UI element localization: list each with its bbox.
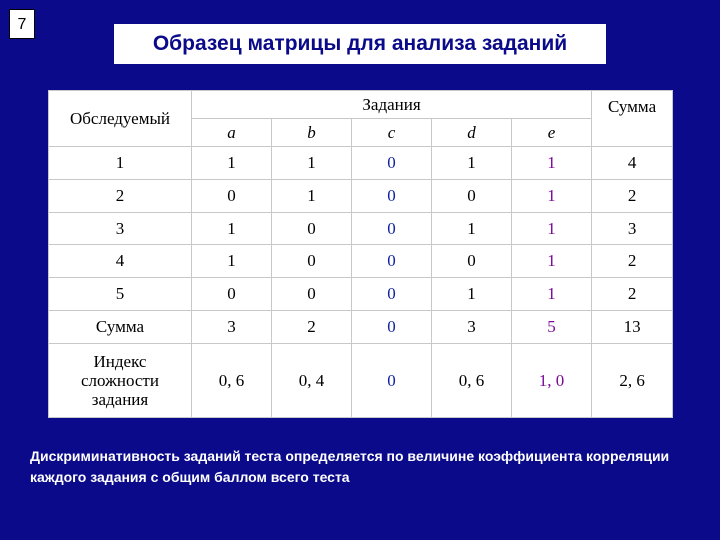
index-a: 0, 6 [192, 344, 272, 418]
cell-c: 0 [352, 278, 432, 311]
cell-c: 0 [352, 179, 432, 212]
cell-b: 2 [272, 311, 352, 344]
index-label-line: сложности [81, 371, 159, 390]
cell-sum: 2 [592, 179, 673, 212]
task-letter-d: d [432, 119, 512, 147]
row-label: 1 [49, 147, 192, 180]
cell-b: 0 [272, 212, 352, 245]
cell-b: 0 [272, 278, 352, 311]
footer-note: Дискриминативность заданий теста определяется по величине коэффициента корреляции каждого задания с общим баллом всего теста [30, 448, 670, 485]
cell-b: 1 [272, 179, 352, 212]
cell-e: 1 [512, 147, 592, 180]
cell-b: 0 [272, 245, 352, 278]
row-label: 3 [49, 212, 192, 245]
table-row [49, 245, 673, 278]
header-row-1 [49, 91, 673, 119]
table-row [49, 212, 673, 245]
cell-a: 1 [192, 212, 272, 245]
cell-e: 1 [512, 179, 592, 212]
difficulty-index-label [49, 344, 192, 418]
cell-a: 0 [192, 278, 272, 311]
task-letter-c: c [352, 119, 432, 147]
cell-d: 0 [432, 179, 512, 212]
task-letter-e: e [512, 119, 592, 147]
cell-d: 1 [432, 147, 512, 180]
analysis-matrix [48, 90, 673, 418]
cell-e: 1 [512, 212, 592, 245]
header-subject: Обследуемый [49, 91, 192, 147]
cell-sum: 13 [592, 311, 673, 344]
index-c: 0 [352, 344, 432, 418]
cell-c: 0 [352, 212, 432, 245]
table-row [49, 147, 673, 180]
table-row [49, 278, 673, 311]
index-label-line: задания [91, 390, 149, 409]
sum-row [49, 311, 673, 344]
row-label: 4 [49, 245, 192, 278]
cell-a: 1 [192, 147, 272, 180]
index-sum: 2, 6 [592, 344, 673, 418]
row-label: 2 [49, 179, 192, 212]
cell-sum: 2 [592, 245, 673, 278]
cell-sum: 4 [592, 147, 673, 180]
row-label: 5 [49, 278, 192, 311]
cell-d: 0 [432, 245, 512, 278]
cell-d: 1 [432, 212, 512, 245]
sum-row-label: Сумма [49, 311, 192, 344]
cell-c: 0 [352, 311, 432, 344]
cell-e: 1 [512, 278, 592, 311]
difficulty-index-row [49, 344, 673, 418]
cell-a: 1 [192, 245, 272, 278]
cell-e: 5 [512, 311, 592, 344]
cell-sum: 2 [592, 278, 673, 311]
index-b: 0, 4 [272, 344, 352, 418]
index-d: 0, 6 [432, 344, 512, 418]
slide-number: 7 [9, 9, 35, 39]
cell-d: 3 [432, 311, 512, 344]
slide-title: Образец матрицы для анализа заданий [114, 24, 606, 64]
cell-e: 1 [512, 245, 592, 278]
cell-a: 0 [192, 179, 272, 212]
cell-d: 1 [432, 278, 512, 311]
cell-c: 0 [352, 147, 432, 180]
cell-sum: 3 [592, 212, 673, 245]
task-letter-a: a [192, 119, 272, 147]
header-sum: Сумма [592, 91, 673, 147]
index-label-line: Индекс [93, 352, 147, 371]
cell-c: 0 [352, 245, 432, 278]
task-letter-b: b [272, 119, 352, 147]
cell-b: 1 [272, 147, 352, 180]
table-row [49, 179, 673, 212]
header-tasks: Задания [192, 91, 592, 119]
cell-a: 3 [192, 311, 272, 344]
index-e: 1, 0 [512, 344, 592, 418]
